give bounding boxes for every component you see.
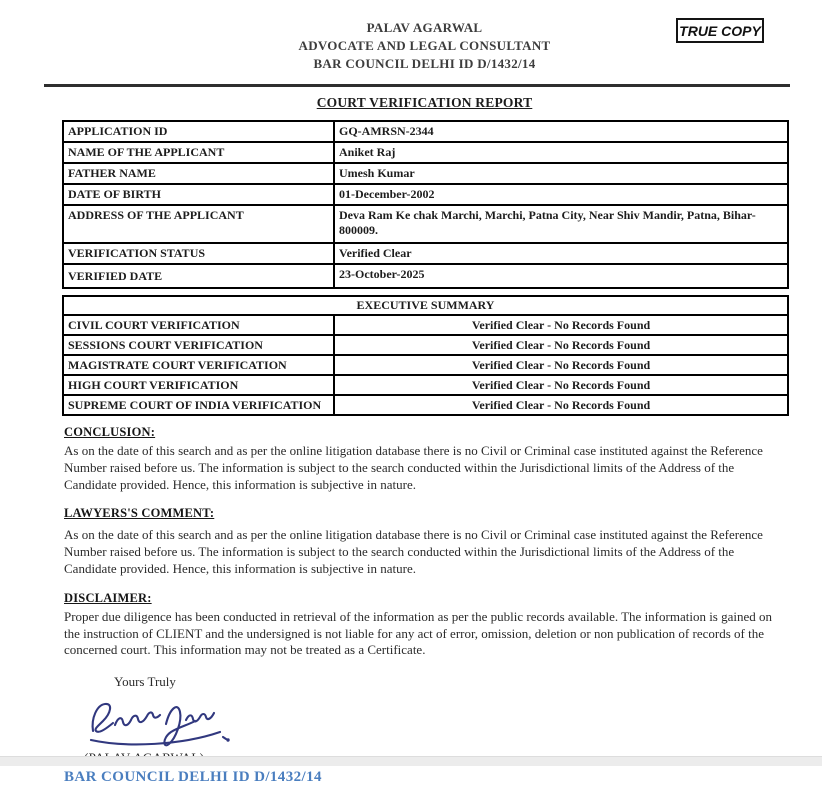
conclusion-section [64,425,778,493]
detail-label: VERIFICATION STATUS [63,243,334,264]
table-row [63,395,788,415]
detail-value: Umesh Kumar [334,163,788,184]
summary-label: SESSIONS COURT VERIFICATION [63,335,334,355]
disclaimer-body: Proper due diligence has been conducted in retrieval of the information as per the public records available. The information is gained on the instruction of CLIENT and the undersigned is not liable for any act of error, omission, deletion or non publication of records of the concerned court. This information may not be treated as a Certificate. [64,608,773,658]
table-row [63,121,788,142]
disclaimer-section [64,591,778,659]
table-row [63,264,788,288]
detail-label: NAME OF THE APPLICANT [63,142,334,163]
detail-value: GQ-AMRSN-2344 [334,121,788,142]
summary-label: HIGH COURT VERIFICATION [63,375,334,395]
table-row [63,163,788,184]
table-row [63,243,788,264]
table-row [63,335,788,355]
table-header-row [63,296,788,315]
conclusion-heading: CONCLUSION: [64,425,156,439]
signature-block [64,674,822,786]
signatory-bar-id: BAR COUNCIL DELHI ID D/1432/14 [64,769,322,786]
summary-label: SUPREME COURT OF INDIA VERIFICATION [63,395,334,415]
conclusion-body: As on the date of this search and as per the online litigation database there is no Civil or Criminal case instituted against the Reference Number raised before us. The information is subject to the search conducted within the Jurisdictional limits of the Address of the Candidate provided. Hence, this information is subjective in nature. [64,443,763,492]
summary-value: Verified Clear - No Records Found [334,375,788,395]
report-title-wrap [62,94,787,112]
lawyers-comment-section [64,506,778,577]
detail-label: VERIFIED DATE [63,264,334,288]
page-bottom-edge [0,756,822,766]
detail-value: Aniket Raj [334,142,788,163]
signature-salutation: Yours Truly [114,674,176,690]
signature-image [82,696,232,748]
table-row [63,355,788,375]
lawyers-comment-heading: LAWYERS'S COMMENT: [64,506,215,521]
advocate-bar-id: BAR COUNCIL DELHI ID D/1432/14 [313,56,536,71]
table-row [63,184,788,205]
detail-label: APPLICATION ID [63,121,334,142]
summary-value: Verified Clear - No Records Found [334,315,788,335]
detail-value: Verified Clear [334,243,788,264]
detail-value: 23-October-2025 [334,264,788,288]
disclaimer-heading: DISCLAIMER: [64,590,152,605]
detail-label: DATE OF BIRTH [63,184,334,205]
header-divider [44,84,790,87]
table-row [63,142,788,163]
detail-label: ADDRESS OF THE APPLICANT [63,205,334,243]
executive-summary-title: EXECUTIVE SUMMARY [63,296,788,315]
true-copy-stamp: TRUE COPY [676,18,764,43]
table-row [63,315,788,335]
summary-value: Verified Clear - No Records Found [334,335,788,355]
report-title: COURT VERIFICATION REPORT [316,95,533,110]
detail-value: 01-December-2002 [334,184,788,205]
table-row [63,375,788,395]
summary-label: MAGISTRATE COURT VERIFICATION [63,355,334,375]
advocate-title: ADVOCATE AND LEGAL CONSULTANT [298,38,551,53]
advocate-name: PALAV AGARWAL [366,20,483,35]
applicant-details-table [62,120,789,289]
summary-value: Verified Clear - No Records Found [334,355,788,375]
letterhead [0,0,822,73]
table-row [63,205,788,243]
detail-label: FATHER NAME [63,163,334,184]
summary-label: CIVIL COURT VERIFICATION [63,315,334,335]
executive-summary-table [62,295,789,416]
lawyers-comment-body: As on the date of this search and as per the online litigation database there is no Civil or Criminal case instituted against the Reference Number raised before us. The information is subject to the search conducted within the Jurisdictional limits of the Address of the Candidate provided. Hence, this information is subjective in nature. [64,527,763,576]
detail-value: Deva Ram Ke chak Marchi, Marchi, Patna City, Near Shiv Mandir, Patna, Bihar-800009. [334,205,788,243]
summary-value: Verified Clear - No Records Found [334,395,788,415]
